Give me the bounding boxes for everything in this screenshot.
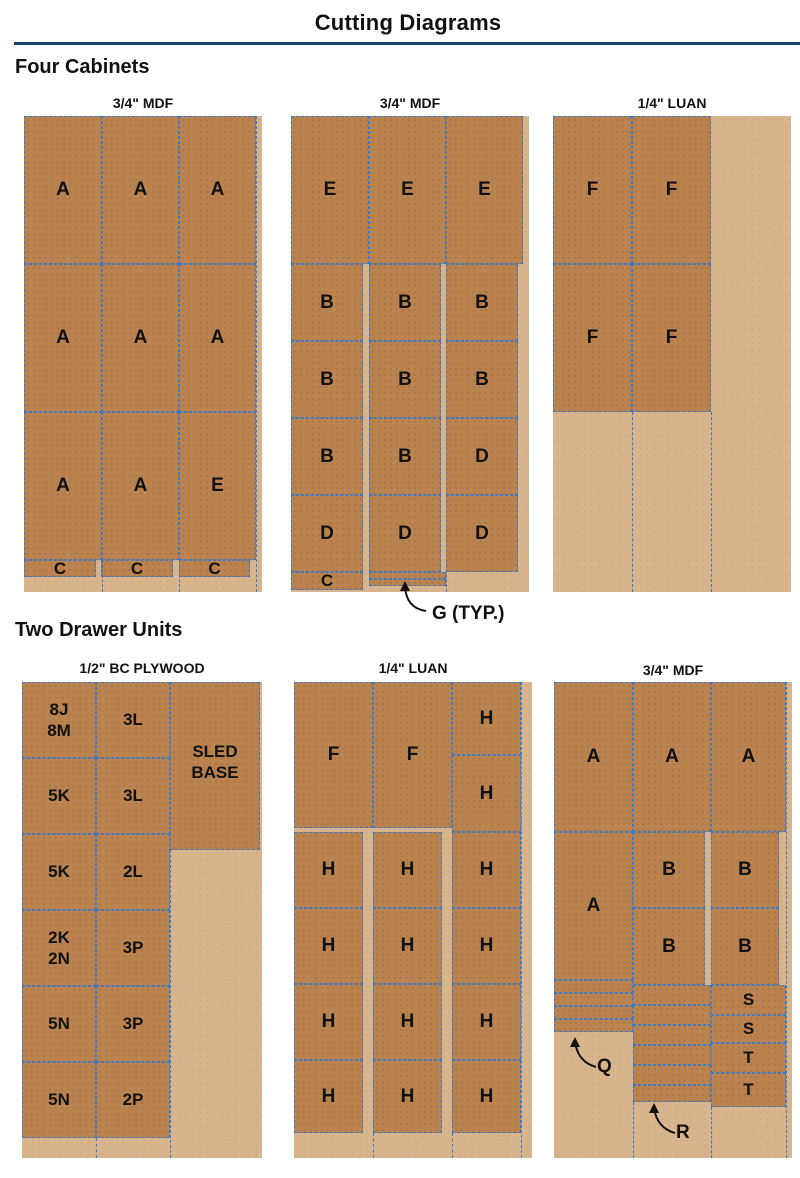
part-s4-4: 3L <box>96 758 170 834</box>
part-s4-0: 8J 8M <box>22 682 96 758</box>
part-s6-q-strip <box>554 1019 633 1032</box>
part-s4-5: 5K <box>22 834 96 910</box>
sheet-label-luan-2: 1/4" LUAN <box>378 660 448 676</box>
part-s6-q-strip <box>554 980 633 993</box>
part-s3-3: F <box>632 264 711 412</box>
part-s5-10: H <box>294 984 363 1060</box>
cut-line <box>373 1133 374 1158</box>
part-s2-12: D <box>291 495 363 572</box>
part-s6-r-strip <box>633 1065 711 1085</box>
part-s5-6: H <box>452 832 521 908</box>
cut-line <box>632 412 633 592</box>
part-s5-7: H <box>294 908 363 984</box>
part-s4-9: 5N <box>22 986 96 1062</box>
sheet-label-bc-plywood: 1/2" BC PLYWOOD <box>79 660 205 676</box>
cut-line <box>786 682 787 1158</box>
callout-g-arrow <box>396 578 436 618</box>
part-s4-10: 3P <box>96 986 170 1062</box>
part-s5-13: H <box>294 1060 363 1133</box>
part-s6-0: A <box>554 682 633 832</box>
part-s1-10: C <box>101 560 173 577</box>
part-s2-6: B <box>291 341 363 418</box>
callout-q-label: Q <box>597 1056 612 1077</box>
part-s4-7: 2K 2N <box>22 910 96 986</box>
part-s5-3: H <box>452 755 521 832</box>
part-s6-9: S <box>711 1015 786 1043</box>
part-s5-1: F <box>373 682 452 828</box>
part-s2-14: D <box>446 495 518 572</box>
part-s2-2: E <box>446 116 523 264</box>
cut-line <box>452 1133 453 1158</box>
part-s1-1: A <box>102 116 179 264</box>
section-heading-two-drawer-units: Two Drawer Units <box>15 619 183 641</box>
part-s1-3: A <box>24 264 102 412</box>
part-s2-10: B <box>369 418 441 495</box>
part-s1-7: A <box>102 412 179 560</box>
part-s4-6: 2L <box>96 834 170 910</box>
cut-line <box>711 412 712 592</box>
part-s2-13: D <box>369 495 441 572</box>
part-s5-9: H <box>452 908 521 984</box>
part-s6-1: A <box>633 682 711 832</box>
part-s5-15: H <box>452 1060 521 1133</box>
section-heading-four-cabinets: Four Cabinets <box>15 56 150 78</box>
callout-g-label: G (TYP.) <box>432 603 505 624</box>
part-s2-1: E <box>369 116 446 264</box>
cut-line <box>446 560 447 592</box>
part-s3-0: F <box>553 116 632 264</box>
cut-line <box>256 116 257 592</box>
part-s6-4: B <box>633 832 705 908</box>
part-s4-12: 2P <box>96 1062 170 1138</box>
part-s2-15: C <box>291 572 363 590</box>
part-s6-2: A <box>711 682 786 832</box>
part-s6-7: B <box>711 908 779 985</box>
part-s3-1: F <box>632 116 711 264</box>
callout-r-label: R <box>676 1122 690 1143</box>
part-s4-8: 3P <box>96 910 170 986</box>
page-title: Cutting Diagrams <box>314 10 502 35</box>
part-s2-11: D <box>446 418 518 495</box>
part-s6-q-strip <box>554 993 633 1006</box>
cut-line <box>102 560 103 592</box>
title-rule <box>14 42 800 45</box>
part-s2-0: E <box>291 116 369 264</box>
part-s1-6: A <box>24 412 102 560</box>
part-s5-4: H <box>294 832 363 908</box>
sheet-label-mdf-3: 3/4" MDF <box>642 662 704 678</box>
part-s2-3: B <box>291 264 363 341</box>
sheet-label-luan-1: 1/4" LUAN <box>637 95 707 111</box>
part-s5-0: F <box>294 682 373 828</box>
part-s5-11: H <box>373 984 442 1060</box>
cut-line <box>711 1107 712 1158</box>
cut-line <box>170 850 171 1158</box>
part-s2-5: B <box>446 264 518 341</box>
part-s4-3: 5K <box>22 758 96 834</box>
part-s4-1: 3L <box>96 682 170 758</box>
part-s1-5: A <box>179 264 256 412</box>
part-s2-7: B <box>369 341 441 418</box>
part-s6-r-strip <box>633 1045 711 1065</box>
part-s6-r-strip <box>633 985 711 1005</box>
part-s6-8: S <box>711 985 786 1015</box>
part-s6-r-strip <box>633 1005 711 1025</box>
part-s1-11: C <box>179 560 250 577</box>
part-s1-9: C <box>24 560 96 577</box>
cut-line <box>521 682 522 1158</box>
part-s2-4: B <box>369 264 441 341</box>
part-s4-2: SLED BASE <box>170 682 260 850</box>
part-s5-14: H <box>373 1060 442 1133</box>
part-s6-6: B <box>633 908 705 985</box>
part-s5-2: H <box>452 682 521 755</box>
part-s5-12: H <box>452 984 521 1060</box>
part-s6-11: T <box>711 1073 786 1107</box>
part-s6-3: A <box>554 832 633 980</box>
part-s6-10: T <box>711 1043 786 1073</box>
part-s1-4: A <box>102 264 179 412</box>
part-s3-2: F <box>553 264 632 412</box>
part-s5-5: H <box>373 832 442 908</box>
part-s5-8: H <box>373 908 442 984</box>
sheet-label-mdf-1: 3/4" MDF <box>112 95 174 111</box>
part-s6-5: B <box>711 832 779 908</box>
sheet-label-mdf-2: 3/4" MDF <box>379 95 441 111</box>
part-s6-r-strip <box>633 1025 711 1045</box>
cut-line <box>96 1138 97 1158</box>
part-s4-11: 5N <box>22 1062 96 1138</box>
cut-line <box>179 560 180 592</box>
part-s1-0: A <box>24 116 102 264</box>
part-s1-2: A <box>179 116 256 264</box>
part-s1-8: E <box>179 412 256 560</box>
part-s6-q-strip <box>554 1006 633 1019</box>
part-s2-8: B <box>446 341 518 418</box>
cut-line <box>633 1102 634 1158</box>
part-s2-9: B <box>291 418 363 495</box>
